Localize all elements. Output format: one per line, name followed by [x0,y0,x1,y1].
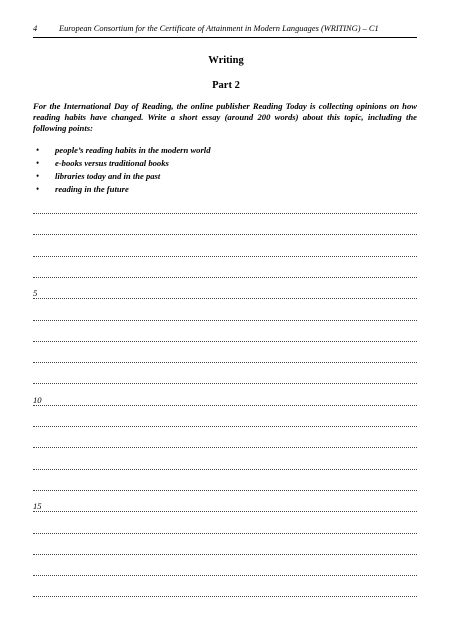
answer-line[interactable] [33,542,417,555]
answer-line[interactable] [33,435,417,448]
answer-line[interactable] [33,286,417,299]
bullet-icon: • [36,184,40,194]
answer-line[interactable] [33,563,417,576]
answer-line[interactable] [33,499,417,512]
answer-line[interactable] [33,371,417,384]
answer-line[interactable] [33,393,417,406]
line-number: 15 [33,501,42,512]
bullet-icon: • [36,145,40,155]
answer-line[interactable] [33,457,417,470]
point-text: libraries today and in the past [55,171,161,181]
line-number: 5 [33,288,38,299]
answer-line[interactable] [33,265,417,278]
header-title: European Consortium for the Certificate of Attainment in Modern Languages (WRITING) – C1 [59,24,379,33]
answer-line[interactable] [33,478,417,491]
answer-line[interactable] [33,414,417,427]
answer-line[interactable] [33,201,417,214]
answer-line[interactable] [33,521,417,534]
answer-line[interactable] [33,222,417,235]
answer-line[interactable] [33,350,417,363]
answer-line[interactable] [33,244,417,257]
bullet-icon: • [36,171,40,181]
line-number: 10 [33,394,42,405]
section-title: Writing [208,55,244,66]
page-number: 4 [33,24,38,33]
answer-line[interactable] [33,584,417,597]
bullet-icon: • [36,158,40,168]
answer-line[interactable] [33,329,417,342]
point-text: people’s reading habits in the modern world [55,145,211,155]
task-instructions: For the International Day of Reading, the online publisher Reading Today is collecting opinions on how reading habits have changed. Write a short essay (around 200 words) about this topic, including the following points: [33,101,417,133]
point-text: reading in the future [55,184,129,194]
point-text: e-books versus traditional books [55,158,169,168]
answer-line[interactable] [33,308,417,321]
part-title: Part 2 [212,80,240,91]
answer-area[interactable] [33,0,417,640]
